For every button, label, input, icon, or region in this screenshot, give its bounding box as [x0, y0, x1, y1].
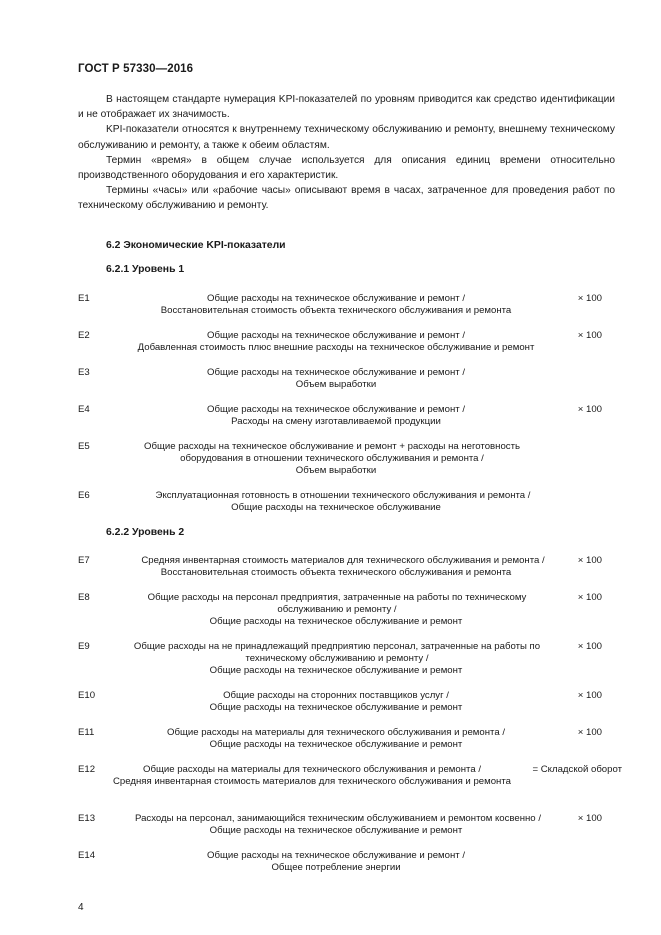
formula-denominator: Общие расходы на техническое обслуживание — [231, 502, 441, 513]
formula-denominator: Объем выработки — [295, 379, 377, 390]
formula-multiplier: × 100 — [577, 592, 602, 603]
intro-paragraph: Термин «время» в общем случае используется для описания единиц времени относительно производственного оборудования и его характеристик. — [78, 154, 615, 182]
formula-numerator: Общие расходы на материалы для технического обслуживания и ремонта / — [167, 727, 505, 738]
formula-numerator: Общие расходы на техническое обслуживание и ремонт / — [206, 367, 466, 378]
formula-numerator: Общие расходы на техническое обслуживание и ремонт + расходы на неготовность оборудования в отношении технического обслуживания и ремонта / — [144, 441, 520, 464]
kpi-code: E5 — [78, 441, 90, 452]
section-heading-6-2-1: 6.2.1 Уровень 1 — [106, 264, 185, 275]
formula-denominator: Общие расходы на техническое обслуживание и ремонт — [209, 739, 463, 750]
formula-multiplier: × 100 — [577, 293, 602, 304]
formula-numerator: Общие расходы на сторонних поставщиков услуг / — [223, 690, 449, 701]
formula-denominator: Объем выработки — [295, 465, 377, 476]
formula-multiplier: × 100 — [577, 690, 602, 701]
formula-denominator: Общие расходы на техническое обслуживание и ремонт — [209, 825, 463, 836]
section-heading-6-2-2: 6.2.2 Уровень 2 — [106, 527, 185, 538]
formula-multiplier: = Складской оборот — [532, 764, 622, 775]
formula-multiplier: × 100 — [577, 727, 602, 738]
formula-multiplier: × 100 — [577, 404, 602, 415]
formula-denominator: Средняя инвентарная стоимость материалов для технического обслуживания и ремонта — [113, 776, 511, 787]
formula-denominator: Восстановительная стоимость объекта технического обслуживания и ремонта — [160, 567, 512, 578]
formula-numerator: Расходы на персонал, занимающийся техническим обслуживанием и ремонтом косвенно / — [135, 813, 541, 824]
formula-denominator: Общие расходы на техническое обслуживание и ремонт — [209, 702, 463, 713]
kpi-code: E13 — [78, 813, 96, 824]
kpi-code: E8 — [78, 592, 90, 603]
formula-denominator: Общее потребление энергии — [271, 862, 401, 873]
formula-denominator: Общие расходы на техническое обслуживание и ремонт — [209, 665, 463, 676]
section-heading-6-2: 6.2 Экономические KPI-показатели — [106, 240, 286, 251]
kpi-code: E9 — [78, 641, 90, 652]
kpi-code: E11 — [78, 727, 95, 738]
kpi-code: E6 — [78, 490, 90, 501]
page-number: 4 — [78, 902, 84, 913]
formula-multiplier: × 100 — [577, 555, 602, 566]
kpi-code: E10 — [78, 690, 96, 701]
kpi-code: E3 — [78, 367, 90, 378]
formula-numerator: Общие расходы на техническое обслуживание и ремонт / — [206, 404, 466, 415]
kpi-code: E14 — [78, 850, 96, 861]
kpi-code: E4 — [78, 404, 90, 415]
intro-paragraph: В настоящем стандарте нумерация KPI-показателей по уровням приводится как средство идентификации и не отображает их значимость. — [78, 94, 615, 121]
formula-numerator: Общие расходы на техническое обслуживание и ремонт / — [206, 850, 466, 861]
formula-denominator: Общие расходы на техническое обслуживание и ремонт — [209, 616, 463, 627]
formula-denominator: Расходы на смену изготавливаемой продукции — [231, 416, 441, 427]
formula-multiplier: × 100 — [577, 641, 602, 652]
document-header: ГОСТ Р 57330—2016 — [78, 63, 194, 75]
intro-paragraph: KPI-показатели относятся к внутреннему техническому обслуживанию и ремонту, внешнему техническому обслуживанию и ремонту, а также к обеим областям. — [78, 124, 615, 151]
formula-denominator: Добавленная стоимость плюс внешние расходы на техническое обслуживание и ремонт — [137, 342, 535, 353]
kpi-code: E2 — [78, 330, 90, 341]
formula-numerator: Средняя инвентарная стоимость материалов для технического обслуживания и ремонта / — [141, 555, 545, 566]
kpi-code: E1 — [78, 293, 90, 304]
formula-numerator: Общие расходы на техническое обслуживание и ремонт / — [206, 293, 466, 304]
formula-multiplier: × 100 — [577, 813, 602, 824]
formula-numerator: Общие расходы на материалы для технического обслуживания и ремонта / — [143, 764, 481, 775]
kpi-code: E12 — [78, 764, 96, 775]
kpi-code: E7 — [78, 555, 90, 566]
formula-multiplier: × 100 — [577, 330, 602, 341]
formula-denominator: Восстановительная стоимость объекта технического обслуживания и ремонта — [160, 305, 512, 316]
intro-paragraph: Термины «часы» или «рабочие часы» описывают время в часах, затраченное для проведения работ по техническому обслуживанию и ремонту. — [78, 185, 615, 212]
formula-numerator: Общие расходы на не принадлежащий предприятию персонал, затраченные на работы по техническому обслуживанию и ремонту / — [133, 641, 541, 664]
formula-numerator: Эксплуатационная готовность в отношении технического обслуживания и ремонта / — [155, 490, 531, 501]
intro-text — [78, 92, 615, 214]
formula-numerator: Общие расходы на техническое обслуживание и ремонт / — [206, 330, 466, 341]
formula-numerator: Общие расходы на персонал предприятия, затраченные на работы по техническому обслуживанию и ремонту / — [147, 592, 527, 615]
